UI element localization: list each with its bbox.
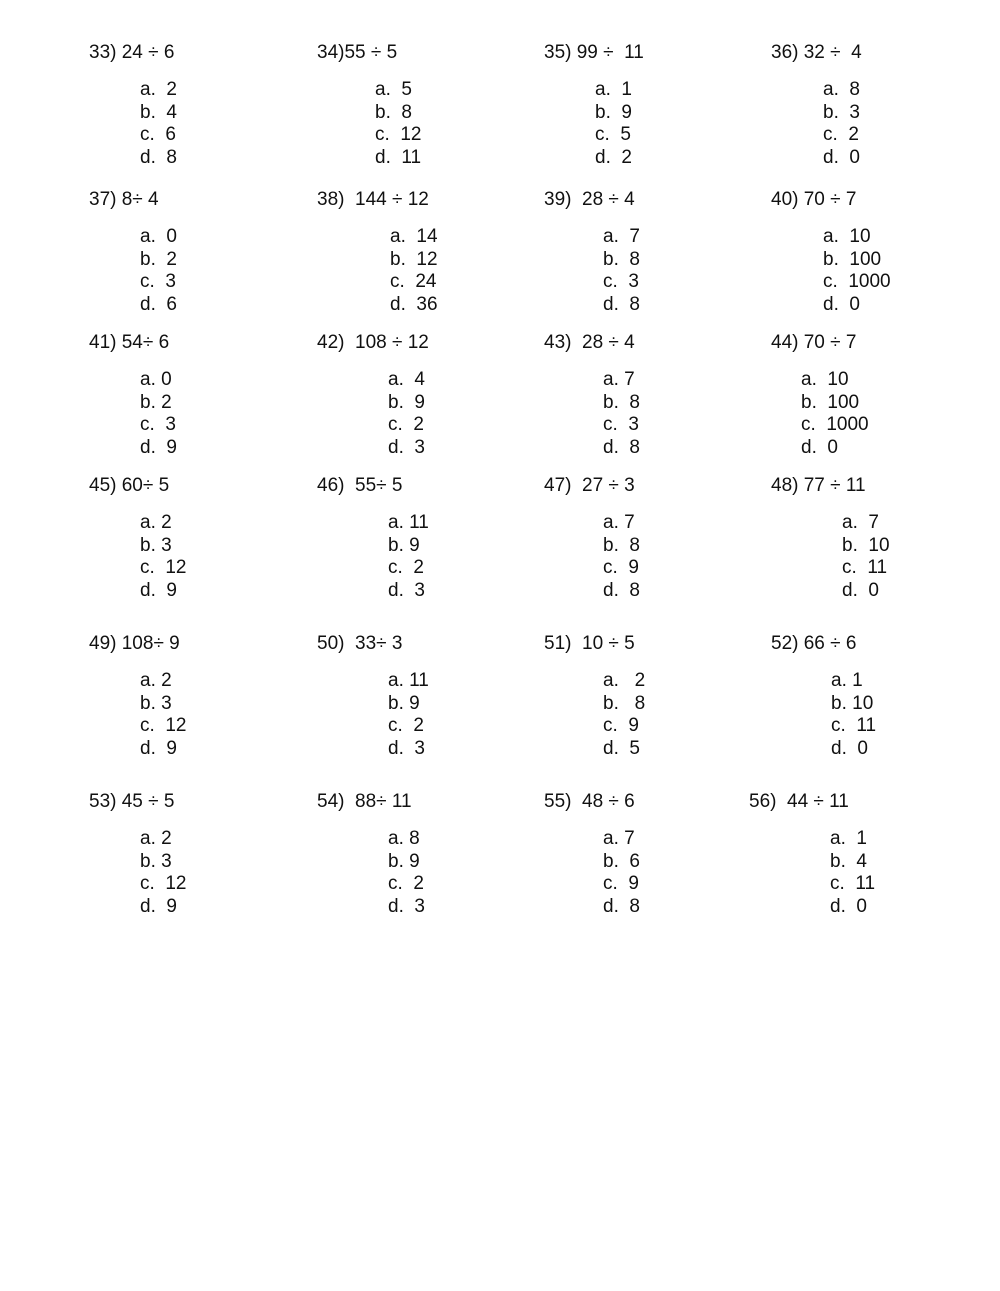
problem-46 (317, 475, 537, 603)
option-d[interactable]: d. 9 (140, 896, 177, 918)
option-d[interactable]: d. 6 (140, 294, 177, 316)
option-d[interactable]: d. 9 (140, 738, 177, 760)
problem-53 (89, 791, 309, 919)
answer-options (823, 79, 1000, 170)
option-b[interactable]: b. 12 (390, 248, 438, 270)
option-c[interactable]: c. 12 (140, 715, 187, 737)
option-a[interactable]: a. 7 (603, 226, 640, 247)
option-a[interactable]: a. 0 (140, 226, 177, 247)
option-b[interactable]: b. 100 (823, 248, 882, 270)
option-c[interactable]: c. 2 (388, 414, 424, 436)
option-c[interactable]: c. 12 (375, 124, 422, 146)
option-b[interactable]: b. 6 (603, 850, 640, 872)
problem-56 (749, 791, 969, 919)
option-b[interactable]: b. 2 (140, 391, 172, 413)
option-b[interactable]: b. 4 (830, 850, 867, 872)
option-a[interactable]: a. 11 (388, 512, 429, 533)
option-d[interactable]: d. 8 (603, 896, 640, 918)
option-d[interactable]: d. 0 (830, 896, 867, 918)
option-b[interactable]: b. 3 (140, 692, 172, 714)
option-b[interactable]: b. 10 (831, 692, 874, 714)
question-text: 47) 27 ÷ 3 (544, 475, 635, 496)
problem-50 (317, 633, 537, 761)
option-d[interactable]: d. 2 (595, 147, 632, 169)
option-b[interactable]: b. 3 (140, 534, 172, 556)
problem-41 (89, 332, 309, 460)
option-b[interactable]: b. 2 (140, 248, 177, 270)
option-c[interactable]: c. 11 (831, 715, 877, 737)
problem-48 (771, 475, 991, 603)
option-a[interactable]: a. 1 (831, 670, 863, 691)
problem-52 (771, 633, 991, 761)
option-d[interactable]: d. 3 (388, 437, 425, 459)
option-c[interactable]: c. 11 (842, 557, 888, 579)
option-b[interactable]: b. 8 (603, 534, 640, 556)
question-text: 37) 8÷ 4 (89, 189, 159, 210)
answer-options (842, 512, 1000, 603)
option-c[interactable]: c. 11 (830, 873, 876, 895)
question-text: 44) 70 ÷ 7 (771, 332, 857, 353)
problem-47 (544, 475, 764, 603)
option-b[interactable]: b. 9 (388, 692, 420, 714)
option-b[interactable]: b. 10 (842, 534, 890, 556)
answer-options (831, 670, 1000, 761)
question-text: 49) 108÷ 9 (89, 633, 180, 654)
question-text: 48) 77 ÷ 11 (771, 475, 866, 496)
option-d[interactable]: d. 8 (603, 294, 640, 316)
problem-40 (771, 189, 991, 317)
problem-45 (89, 475, 309, 603)
option-d[interactable]: d. 0 (842, 580, 879, 602)
question-text: 35) 99 ÷ 11 (544, 42, 644, 63)
option-d[interactable]: d. 0 (823, 294, 860, 316)
option-a[interactable]: a. 2 (140, 79, 177, 100)
option-b[interactable]: b. 9 (388, 391, 425, 413)
option-d[interactable]: d. 8 (140, 147, 177, 169)
option-c[interactable]: c. 6 (140, 124, 176, 146)
option-d[interactable]: d. 3 (388, 738, 425, 760)
question-text: 55) 48 ÷ 6 (544, 791, 635, 812)
option-d[interactable]: d. 5 (603, 738, 640, 760)
option-b[interactable]: b. 3 (140, 850, 172, 872)
option-d[interactable]: d. 0 (823, 147, 860, 169)
option-d[interactable]: d. 36 (390, 294, 438, 316)
option-d[interactable]: d. 9 (140, 437, 177, 459)
question-text: 53) 45 ÷ 5 (89, 791, 175, 812)
question-text: 38) 144 ÷ 12 (317, 189, 429, 210)
question-text: 36) 32 ÷ 4 (771, 42, 862, 63)
option-c[interactable]: c. 2 (388, 873, 424, 895)
option-c[interactable]: c. 2 (388, 557, 424, 579)
option-c[interactable]: c. 5 (595, 124, 631, 146)
problem-34 (317, 42, 537, 170)
option-c[interactable]: c. 3 (603, 271, 639, 293)
option-a[interactable]: a. 10 (801, 369, 849, 390)
option-c[interactable]: c. 12 (140, 873, 187, 895)
question-text: 56) 44 ÷ 11 (749, 791, 849, 812)
option-a[interactable]: a. 7 (603, 369, 635, 390)
option-b[interactable]: b. 8 (603, 692, 646, 714)
option-a[interactable]: a. 8 (823, 79, 860, 100)
option-a[interactable]: a. 0 (140, 369, 172, 390)
option-c[interactable]: c. 2 (388, 715, 424, 737)
option-a[interactable]: a. 2 (140, 512, 172, 533)
answer-options (801, 369, 1000, 460)
option-c[interactable]: c. 2 (823, 124, 859, 146)
problem-42 (317, 332, 537, 460)
answer-options (823, 226, 1000, 317)
question-text: 46) 55÷ 5 (317, 475, 403, 496)
problem-49 (89, 633, 309, 761)
problem-37 (89, 189, 309, 317)
problem-33 (89, 42, 309, 170)
option-a[interactable]: a. 14 (390, 226, 438, 247)
option-b[interactable]: b. 8 (603, 391, 640, 413)
option-a[interactable]: a. 11 (388, 670, 429, 691)
option-d[interactable]: d. 9 (140, 580, 177, 602)
option-b[interactable]: b. 9 (388, 534, 420, 556)
option-c[interactable]: c. 9 (603, 557, 639, 579)
option-b[interactable]: b. 100 (801, 391, 860, 413)
question-text: 39) 28 ÷ 4 (544, 189, 635, 210)
question-text: 50) 33÷ 3 (317, 633, 403, 654)
option-a[interactable]: a. 4 (388, 369, 425, 390)
option-d[interactable]: d. 3 (388, 896, 425, 918)
option-d[interactable]: d. 3 (388, 580, 425, 602)
option-b[interactable]: b. 9 (595, 101, 632, 123)
option-d[interactable]: d. 11 (375, 147, 422, 169)
problem-44 (771, 332, 991, 460)
problem-51 (544, 633, 764, 761)
option-c[interactable]: c. 12 (140, 557, 187, 579)
option-a[interactable]: a. 1 (595, 79, 632, 100)
option-a[interactable]: a. 2 (140, 670, 172, 691)
option-b[interactable]: b. 9 (388, 850, 420, 872)
option-b[interactable]: b. 4 (140, 101, 177, 123)
problem-43 (544, 332, 764, 460)
option-b[interactable]: b. 3 (823, 101, 860, 123)
problem-38 (317, 189, 537, 317)
problem-36 (771, 42, 991, 170)
option-a[interactable]: a. 2 (140, 828, 172, 849)
option-c[interactable]: c. 1000 (801, 414, 869, 436)
answer-options (830, 828, 1000, 919)
option-c[interactable]: c. 3 (603, 414, 639, 436)
option-b[interactable]: b. 8 (375, 101, 412, 123)
option-a[interactable]: a. 1 (830, 828, 867, 849)
question-text: 42) 108 ÷ 12 (317, 332, 429, 353)
option-a[interactable]: a. 8 (388, 828, 420, 849)
option-d[interactable]: d. 8 (603, 580, 640, 602)
option-a[interactable]: a. 2 (603, 670, 646, 691)
question-text: 43) 28 ÷ 4 (544, 332, 635, 353)
question-text: 51) 10 ÷ 5 (544, 633, 635, 654)
option-c[interactable]: c. 9 (603, 873, 639, 895)
question-text: 54) 88÷ 11 (317, 791, 412, 812)
question-text: 33) 24 ÷ 6 (89, 42, 175, 63)
option-d[interactable]: d. 8 (603, 437, 640, 459)
option-a[interactable]: a. 10 (823, 226, 871, 247)
option-a[interactable]: a. 7 (603, 512, 635, 533)
option-a[interactable]: a. 7 (842, 512, 879, 533)
problem-39 (544, 189, 764, 317)
option-a[interactable]: a. 5 (375, 79, 412, 100)
question-text: 41) 54÷ 6 (89, 332, 170, 353)
option-d[interactable]: d. 0 (831, 738, 868, 760)
question-text: 40) 70 ÷ 7 (771, 189, 857, 210)
option-c[interactable]: c. 3 (140, 414, 176, 436)
question-text: 52) 66 ÷ 6 (771, 633, 857, 654)
question-text: 45) 60÷ 5 (89, 475, 170, 496)
option-c[interactable]: c. 1000 (823, 271, 891, 293)
option-c[interactable]: c. 3 (140, 271, 176, 293)
problem-55 (544, 791, 764, 919)
option-c[interactable]: c. 24 (390, 271, 437, 293)
option-a[interactable]: a. 7 (603, 828, 635, 849)
question-text: 34)55 ÷ 5 (317, 42, 398, 63)
option-c[interactable]: c. 9 (603, 715, 639, 737)
option-d[interactable]: d. 0 (801, 437, 838, 459)
option-b[interactable]: b. 8 (603, 248, 640, 270)
problem-35 (544, 42, 764, 170)
problem-54 (317, 791, 537, 919)
